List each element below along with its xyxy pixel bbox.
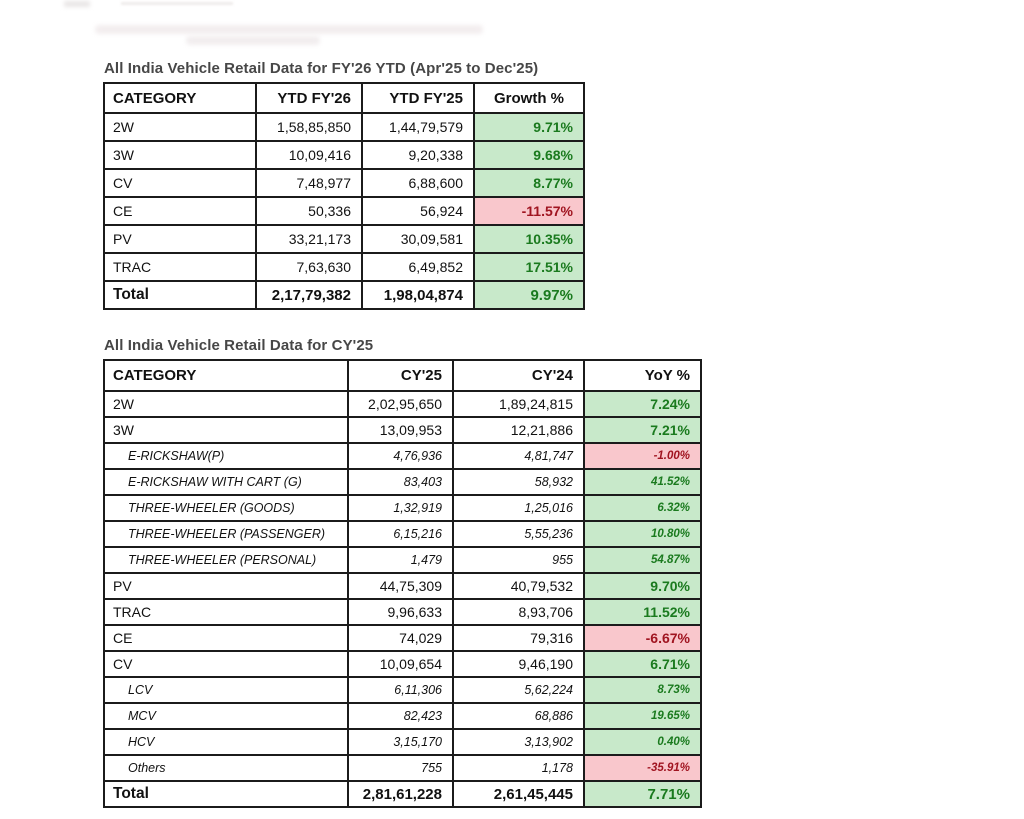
category-cell: THREE-WHEELER (PASSENGER) xyxy=(104,521,348,547)
column-header-ytd-fy26: YTD FY'26 xyxy=(256,83,362,113)
value-cell: 7,48,977 xyxy=(256,169,362,197)
value-cell: 7,63,630 xyxy=(256,253,362,281)
value-cell: 2,02,95,650 xyxy=(348,391,453,417)
value-cell: 6,11,306 xyxy=(348,677,453,703)
category-cell: HCV xyxy=(104,729,348,755)
category-cell: TRAC xyxy=(104,599,348,625)
column-header-cy25: CY'25 xyxy=(348,360,453,391)
category-cell: PV xyxy=(104,225,256,253)
table-subrow xyxy=(104,677,701,703)
value-cell: 40,79,532 xyxy=(453,573,584,599)
yoy-cell: 8.73% xyxy=(584,677,701,703)
header-row xyxy=(104,360,701,391)
value-cell: 9,96,633 xyxy=(348,599,453,625)
value-cell: 8,93,706 xyxy=(453,599,584,625)
total-row xyxy=(104,281,584,309)
value-cell: 1,89,24,815 xyxy=(453,391,584,417)
table-subrow xyxy=(104,469,701,495)
value-cell: 1,479 xyxy=(348,547,453,573)
yoy-cell: 54.87% xyxy=(584,547,701,573)
ghost-artifact xyxy=(186,36,320,45)
total-value-cell: 2,61,45,445 xyxy=(453,781,584,807)
value-cell: 9,20,338 xyxy=(362,141,474,169)
value-cell: 3,15,170 xyxy=(348,729,453,755)
value-cell: 79,316 xyxy=(453,625,584,651)
fy26-ytd-section xyxy=(103,60,702,310)
growth-cell: 9.68% xyxy=(474,141,584,169)
table-row xyxy=(104,169,584,197)
value-cell: 82,423 xyxy=(348,703,453,729)
table-subrow xyxy=(104,443,701,469)
column-header-category: CATEGORY xyxy=(104,83,256,113)
table-row xyxy=(104,417,701,443)
yoy-cell: 0.40% xyxy=(584,729,701,755)
table-row xyxy=(104,599,701,625)
yoy-cell: 41.52% xyxy=(584,469,701,495)
value-cell: 6,49,852 xyxy=(362,253,474,281)
table-subrow xyxy=(104,495,701,521)
table-row xyxy=(104,651,701,677)
value-cell: 30,09,581 xyxy=(362,225,474,253)
value-cell: 74,029 xyxy=(348,625,453,651)
yoy-cell: 6.32% xyxy=(584,495,701,521)
value-cell: 6,15,216 xyxy=(348,521,453,547)
yoy-cell: 9.70% xyxy=(584,573,701,599)
value-cell: 13,09,953 xyxy=(348,417,453,443)
column-header-yoy-pct: YoY % xyxy=(584,360,701,391)
column-header-growth-pct: Growth % xyxy=(474,83,584,113)
table-row xyxy=(104,197,584,225)
ghost-artifact xyxy=(95,25,483,34)
header-row xyxy=(104,83,584,113)
total-value-cell: 1,98,04,874 xyxy=(362,281,474,309)
total-value-cell: 2,17,79,382 xyxy=(256,281,362,309)
ghost-artifact xyxy=(64,1,90,7)
value-cell: 4,76,936 xyxy=(348,443,453,469)
category-cell: LCV xyxy=(104,677,348,703)
yoy-cell: -1.00% xyxy=(584,443,701,469)
value-cell: 755 xyxy=(348,755,453,781)
category-cell: MCV xyxy=(104,703,348,729)
table-subrow xyxy=(104,521,701,547)
cy25-table-title: All India Vehicle Retail Data for CY'25 xyxy=(104,337,374,354)
column-header-cy24: CY'24 xyxy=(453,360,584,391)
value-cell: 4,81,747 xyxy=(453,443,584,469)
value-cell: 1,178 xyxy=(453,755,584,781)
category-cell: CE xyxy=(104,197,256,225)
growth-cell: 17.51% xyxy=(474,253,584,281)
total-yoy-cell: 7.71% xyxy=(584,781,701,807)
category-cell: 2W xyxy=(104,391,348,417)
growth-cell: 8.77% xyxy=(474,169,584,197)
value-cell: 68,886 xyxy=(453,703,584,729)
cy25-table xyxy=(103,359,702,808)
yoy-cell: -35.91% xyxy=(584,755,701,781)
value-cell: 12,21,886 xyxy=(453,417,584,443)
value-cell: 9,46,190 xyxy=(453,651,584,677)
category-cell: 3W xyxy=(104,417,348,443)
value-cell: 58,932 xyxy=(453,469,584,495)
total-label: Total xyxy=(104,281,256,309)
value-cell: 1,44,79,579 xyxy=(362,113,474,141)
cy25-section xyxy=(103,337,702,808)
total-value-cell: 2,81,61,228 xyxy=(348,781,453,807)
ghost-artifact xyxy=(121,2,233,5)
table-row xyxy=(104,253,584,281)
growth-cell: 9.71% xyxy=(474,113,584,141)
yoy-cell: 6.71% xyxy=(584,651,701,677)
column-header-ytd-fy25: YTD FY'25 xyxy=(362,83,474,113)
table-row xyxy=(104,141,584,169)
value-cell: 83,403 xyxy=(348,469,453,495)
value-cell: 50,336 xyxy=(256,197,362,225)
category-cell: Others xyxy=(104,755,348,781)
value-cell: 6,88,600 xyxy=(362,169,474,197)
category-cell: 3W xyxy=(104,141,256,169)
category-cell: 2W xyxy=(104,113,256,141)
table-subrow xyxy=(104,755,701,781)
category-cell: THREE-WHEELER (PERSONAL) xyxy=(104,547,348,573)
table-row xyxy=(104,573,701,599)
value-cell: 1,58,85,850 xyxy=(256,113,362,141)
fy26-ytd-table xyxy=(103,82,585,310)
yoy-cell: 10.80% xyxy=(584,521,701,547)
category-cell: PV xyxy=(104,573,348,599)
value-cell: 10,09,416 xyxy=(256,141,362,169)
value-cell: 1,32,919 xyxy=(348,495,453,521)
category-cell: CV xyxy=(104,651,348,677)
value-cell: 5,55,236 xyxy=(453,521,584,547)
growth-cell: 10.35% xyxy=(474,225,584,253)
category-cell: CV xyxy=(104,169,256,197)
table-row xyxy=(104,625,701,651)
category-cell: E-RICKSHAW(P) xyxy=(104,443,348,469)
category-cell: CE xyxy=(104,625,348,651)
total-label: Total xyxy=(104,781,348,807)
table-row xyxy=(104,391,701,417)
column-header-category: CATEGORY xyxy=(104,360,348,391)
table-row xyxy=(104,225,584,253)
value-cell: 1,25,016 xyxy=(453,495,584,521)
growth-cell: -11.57% xyxy=(474,197,584,225)
total-growth-cell: 9.97% xyxy=(474,281,584,309)
value-cell: 5,62,224 xyxy=(453,677,584,703)
value-cell: 955 xyxy=(453,547,584,573)
table-row xyxy=(104,113,584,141)
yoy-cell: 7.21% xyxy=(584,417,701,443)
category-cell: TRAC xyxy=(104,253,256,281)
value-cell: 56,924 xyxy=(362,197,474,225)
category-cell: E-RICKSHAW WITH CART (G) xyxy=(104,469,348,495)
document-body xyxy=(103,60,702,808)
value-cell: 44,75,309 xyxy=(348,573,453,599)
value-cell: 10,09,654 xyxy=(348,651,453,677)
table-subrow xyxy=(104,547,701,573)
yoy-cell: 11.52% xyxy=(584,599,701,625)
value-cell: 3,13,902 xyxy=(453,729,584,755)
category-cell: THREE-WHEELER (GOODS) xyxy=(104,495,348,521)
table-subrow xyxy=(104,703,701,729)
yoy-cell: -6.67% xyxy=(584,625,701,651)
yoy-cell: 19.65% xyxy=(584,703,701,729)
fy26-table-title: All India Vehicle Retail Data for FY'26 YTD (Apr'25 to Dec'25) xyxy=(104,60,539,77)
value-cell: 33,21,173 xyxy=(256,225,362,253)
yoy-cell: 7.24% xyxy=(584,391,701,417)
total-row xyxy=(104,781,701,807)
table-subrow xyxy=(104,729,701,755)
